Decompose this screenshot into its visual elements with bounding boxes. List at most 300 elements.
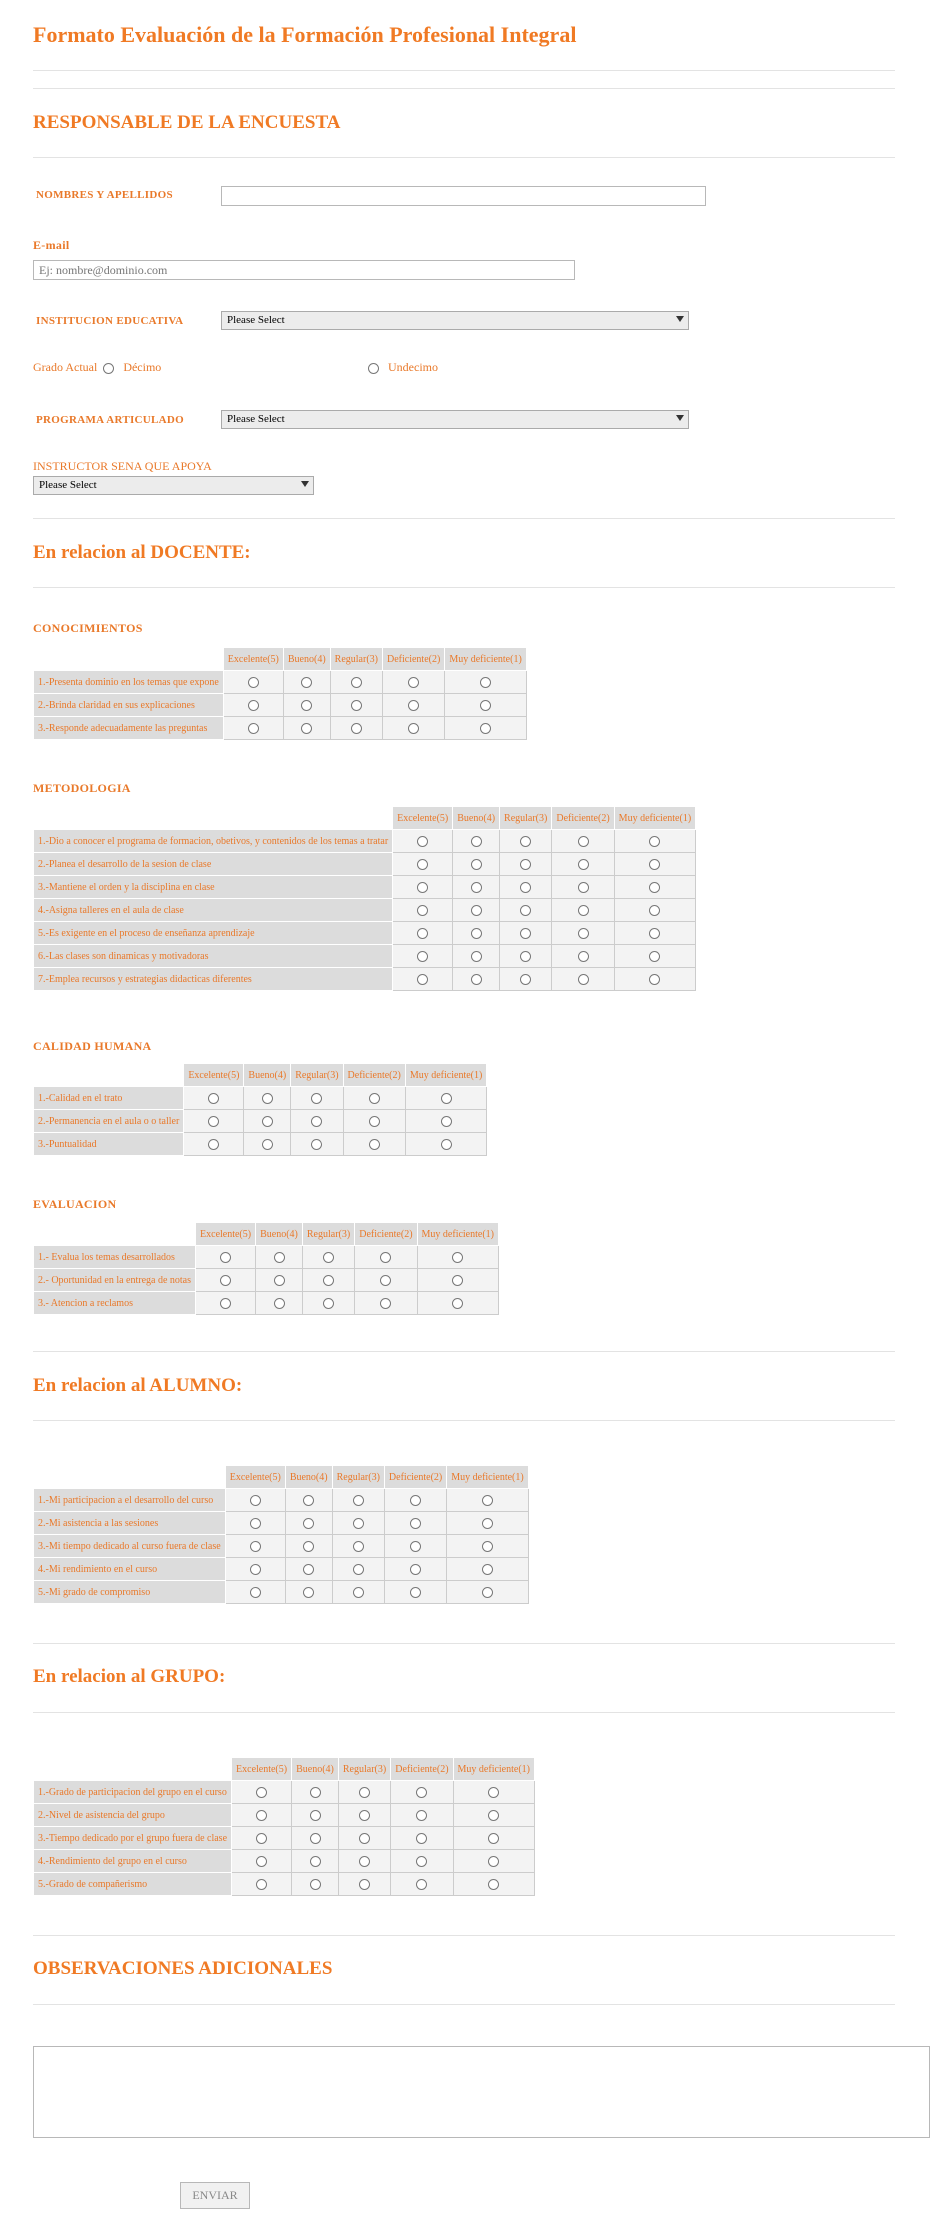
rating-radio[interactable]: [351, 723, 362, 734]
rating-cell: [453, 830, 500, 853]
rating-radio[interactable]: [482, 1518, 493, 1529]
grado-decimo-radio[interactable]: [103, 363, 114, 374]
rating-cell: [232, 1873, 292, 1896]
table-row: [34, 1512, 529, 1535]
column-header: Regular(3): [330, 648, 382, 671]
header-blank: [34, 1223, 196, 1246]
header-blank: [34, 1466, 226, 1489]
rating-cell: [447, 1512, 528, 1535]
divider: [33, 1935, 895, 1936]
rating-radio[interactable]: [262, 1139, 273, 1150]
rating-cell: [500, 945, 552, 968]
rating-radio[interactable]: [250, 1564, 261, 1575]
rating-radio[interactable]: [488, 1787, 499, 1798]
rating-cell: [453, 899, 500, 922]
rating-radio[interactable]: [303, 1541, 314, 1552]
question-label: 4.-Asigna talleres en el aula de clase: [34, 899, 393, 922]
rating-radio[interactable]: [353, 1587, 364, 1598]
question-label: 5.-Mi grado de compromiso: [34, 1581, 226, 1604]
rating-cell: [285, 1581, 332, 1604]
rating-radio[interactable]: [578, 836, 589, 847]
rating-cell: [393, 853, 453, 876]
column-header: Regular(3): [500, 807, 552, 830]
rating-radio[interactable]: [480, 723, 491, 734]
rating-cell: [184, 1110, 244, 1133]
rating-radio[interactable]: [256, 1833, 267, 1844]
rating-radio[interactable]: [482, 1587, 493, 1598]
rating-radio[interactable]: [649, 859, 660, 870]
rating-radio[interactable]: [250, 1541, 261, 1552]
rating-cell: [447, 1489, 528, 1512]
rating-radio[interactable]: [649, 951, 660, 962]
header-blank: [34, 648, 224, 671]
rating-radio[interactable]: [520, 905, 531, 916]
rating-radio[interactable]: [250, 1495, 261, 1506]
rating-cell: [256, 1246, 303, 1269]
conocimientos-title: CONOCIMIENTOS: [33, 621, 143, 635]
rating-radio[interactable]: [471, 974, 482, 985]
column-header: Deficiente(2): [343, 1064, 405, 1087]
rating-radio[interactable]: [351, 677, 362, 688]
rating-radio[interactable]: [353, 1564, 364, 1575]
column-header: Muy deficiente(1): [405, 1064, 486, 1087]
column-header: Excelente(5): [223, 648, 283, 671]
column-header: Regular(3): [291, 1064, 343, 1087]
rating-cell: [196, 1292, 256, 1315]
rating-cell: [232, 1850, 292, 1873]
rating-table: [33, 1222, 499, 1315]
rating-radio[interactable]: [417, 974, 428, 985]
rating-radio[interactable]: [310, 1833, 321, 1844]
rating-radio[interactable]: [416, 1810, 427, 1821]
grado-decimo-label: Décimo: [123, 360, 162, 374]
rating-radio[interactable]: [256, 1810, 267, 1821]
rating-radio[interactable]: [416, 1787, 427, 1798]
rating-cell: [225, 1558, 285, 1581]
rating-cell: [552, 922, 614, 945]
rating-radio[interactable]: [248, 677, 259, 688]
rating-radio[interactable]: [248, 723, 259, 734]
rating-radio[interactable]: [220, 1275, 231, 1286]
email-label: E-mail: [33, 238, 70, 252]
table-row: [34, 694, 527, 717]
rating-radio[interactable]: [208, 1139, 219, 1150]
rating-radio[interactable]: [649, 905, 660, 916]
table-row: [34, 1558, 529, 1581]
rating-cell: [614, 876, 695, 899]
rating-cell: [614, 899, 695, 922]
rating-cell: [453, 968, 500, 991]
rating-radio[interactable]: [380, 1275, 391, 1286]
question-label: 3.-Tiempo dedicado por el grupo fuera de clase: [34, 1827, 232, 1850]
rating-radio[interactable]: [488, 1810, 499, 1821]
rating-cell: [453, 876, 500, 899]
rating-cell: [338, 1804, 390, 1827]
header-blank: [34, 807, 393, 830]
rating-radio[interactable]: [520, 951, 531, 962]
rating-radio[interactable]: [578, 974, 589, 985]
rating-radio[interactable]: [416, 1833, 427, 1844]
rating-radio[interactable]: [482, 1495, 493, 1506]
section-heading-responsable: RESPONSABLE DE LA ENCUESTA: [33, 112, 341, 133]
rating-radio[interactable]: [471, 882, 482, 893]
rating-radio[interactable]: [311, 1139, 322, 1150]
submit-button[interactable]: ENVIAR: [180, 2182, 250, 2209]
rating-radio[interactable]: [408, 700, 419, 711]
rating-radio[interactable]: [482, 1564, 493, 1575]
table-row: [34, 1535, 529, 1558]
table-row: [34, 1269, 499, 1292]
rating-cell: [196, 1269, 256, 1292]
rating-cell: [223, 671, 283, 694]
column-header: Bueno(4): [283, 648, 330, 671]
table-row: [34, 830, 696, 853]
rating-radio[interactable]: [262, 1093, 273, 1104]
instructor-select[interactable]: [33, 476, 314, 495]
question-label: 7.-Emplea recursos y estrategias didacticas diferentes: [34, 968, 393, 991]
column-header: Excelente(5): [184, 1064, 244, 1087]
rating-radio[interactable]: [649, 882, 660, 893]
rating-cell: [500, 899, 552, 922]
rating-radio[interactable]: [220, 1252, 231, 1263]
rating-radio[interactable]: [310, 1856, 321, 1867]
rating-radio[interactable]: [369, 1093, 380, 1104]
column-header: Deficiente(2): [384, 1466, 446, 1489]
rating-cell: [338, 1781, 390, 1804]
rating-cell: [445, 671, 526, 694]
column-header: Muy deficiente(1): [614, 807, 695, 830]
section-heading-alumno: En relacion al ALUMNO:: [33, 1375, 243, 1396]
rating-cell: [291, 1110, 343, 1133]
rating-radio[interactable]: [410, 1564, 421, 1575]
rating-cell: [453, 1781, 534, 1804]
rating-radio[interactable]: [250, 1518, 261, 1529]
rating-cell: [614, 968, 695, 991]
rating-cell: [417, 1246, 498, 1269]
table-row: [34, 1246, 499, 1269]
rating-radio[interactable]: [416, 1879, 427, 1890]
rating-radio[interactable]: [410, 1518, 421, 1529]
rating-cell: [338, 1850, 390, 1873]
rating-radio[interactable]: [520, 859, 531, 870]
rating-cell: [393, 968, 453, 991]
table-row: [34, 1781, 535, 1804]
rating-cell: [393, 945, 453, 968]
rating-radio[interactable]: [323, 1298, 334, 1309]
rating-radio[interactable]: [208, 1093, 219, 1104]
rating-cell: [256, 1269, 303, 1292]
observaciones-textarea[interactable]: [33, 2046, 930, 2138]
rating-radio[interactable]: [256, 1879, 267, 1890]
rating-cell: [384, 1512, 446, 1535]
rating-radio[interactable]: [471, 859, 482, 870]
rating-radio[interactable]: [301, 723, 312, 734]
column-header: Bueno(4): [256, 1223, 303, 1246]
rating-radio[interactable]: [578, 905, 589, 916]
rating-cell: [292, 1850, 339, 1873]
rating-radio[interactable]: [274, 1275, 285, 1286]
rating-radio[interactable]: [417, 836, 428, 847]
rating-cell: [285, 1489, 332, 1512]
rating-radio[interactable]: [262, 1116, 273, 1127]
column-header: Deficiente(2): [355, 1223, 417, 1246]
rating-cell: [447, 1558, 528, 1581]
institucion-select[interactable]: [221, 311, 689, 330]
rating-radio[interactable]: [520, 836, 531, 847]
rating-radio[interactable]: [310, 1810, 321, 1821]
rating-radio[interactable]: [359, 1810, 370, 1821]
rating-cell: [417, 1292, 498, 1315]
instructor-label: INSTRUCTOR SENA QUE APOYA: [33, 459, 212, 473]
rating-radio[interactable]: [310, 1787, 321, 1798]
rating-cell: [302, 1269, 354, 1292]
rating-cell: [391, 1873, 453, 1896]
nombres-input[interactable]: [221, 186, 706, 206]
column-header: Bueno(4): [292, 1758, 339, 1781]
rating-radio[interactable]: [323, 1252, 334, 1263]
rating-radio[interactable]: [220, 1298, 231, 1309]
grado-label: Grado Actual: [33, 360, 98, 374]
table-row: [34, 1827, 535, 1850]
rating-cell: [232, 1804, 292, 1827]
table-row: [34, 1489, 529, 1512]
rating-radio[interactable]: [417, 905, 428, 916]
rating-cell: [291, 1087, 343, 1110]
rating-radio[interactable]: [578, 928, 589, 939]
rating-cell: [614, 945, 695, 968]
question-label: 1.- Evalua los temas desarrollados: [34, 1246, 196, 1269]
rating-radio[interactable]: [353, 1541, 364, 1552]
rating-cell: [330, 694, 382, 717]
rating-radio[interactable]: [274, 1252, 285, 1263]
rating-radio[interactable]: [256, 1787, 267, 1798]
rating-radio[interactable]: [482, 1541, 493, 1552]
rating-cell: [393, 899, 453, 922]
instructor-select-value: Please Select: [39, 479, 97, 491]
column-header: Regular(3): [338, 1758, 390, 1781]
rating-cell: [355, 1246, 417, 1269]
table-row: [34, 1292, 499, 1315]
rating-cell: [223, 717, 283, 740]
rating-cell: [393, 922, 453, 945]
programa-select-value: Please Select: [227, 413, 285, 425]
section-heading-docente: En relacion al DOCENTE:: [33, 542, 251, 563]
rating-radio[interactable]: [250, 1587, 261, 1598]
question-label: 2.-Brinda claridad en sus explicaciones: [34, 694, 224, 717]
divider: [33, 70, 895, 71]
rating-radio[interactable]: [323, 1275, 334, 1286]
column-header: Regular(3): [302, 1223, 354, 1246]
question-label: 4.-Mi rendimiento en el curso: [34, 1558, 226, 1581]
rating-radio[interactable]: [274, 1298, 285, 1309]
rating-cell: [291, 1133, 343, 1156]
rating-radio[interactable]: [578, 882, 589, 893]
rating-radio[interactable]: [578, 951, 589, 962]
rating-cell: [244, 1133, 291, 1156]
rating-cell: [283, 671, 330, 694]
rating-radio[interactable]: [301, 700, 312, 711]
rating-cell: [338, 1873, 390, 1896]
rating-radio[interactable]: [303, 1518, 314, 1529]
metodologia-title: METODOLOGIA: [33, 781, 131, 795]
rating-radio[interactable]: [410, 1541, 421, 1552]
table-row: [34, 1804, 535, 1827]
rating-radio[interactable]: [520, 974, 531, 985]
column-header: Bueno(4): [453, 807, 500, 830]
rating-table: [33, 806, 696, 991]
email-input[interactable]: Ej: nombre@dominio.com: [33, 260, 575, 280]
rating-cell: [453, 1804, 534, 1827]
rating-cell: [384, 1558, 446, 1581]
rating-radio[interactable]: [488, 1879, 499, 1890]
rating-radio[interactable]: [649, 836, 660, 847]
question-label: 2.-Permanencia en el aula o o taller: [34, 1110, 184, 1133]
rating-cell: [225, 1535, 285, 1558]
table-header-row: [34, 1466, 529, 1489]
rating-radio[interactable]: [441, 1116, 452, 1127]
rating-radio[interactable]: [441, 1139, 452, 1150]
rating-radio[interactable]: [410, 1495, 421, 1506]
question-label: 2.-Mi asistencia a las sesiones: [34, 1512, 226, 1535]
rating-cell: [453, 853, 500, 876]
rating-cell: [332, 1489, 384, 1512]
rating-radio[interactable]: [208, 1116, 219, 1127]
rating-radio[interactable]: [256, 1856, 267, 1867]
question-label: 1.-Presenta dominio en los temas que expone: [34, 671, 224, 694]
rating-radio[interactable]: [417, 882, 428, 893]
rating-cell: [391, 1804, 453, 1827]
rating-cell: [285, 1535, 332, 1558]
table-header-row: [34, 648, 527, 671]
rating-radio[interactable]: [369, 1116, 380, 1127]
rating-radio[interactable]: [480, 677, 491, 688]
question-label: 4.-Rendimiento del grupo en el curso: [34, 1850, 232, 1873]
rating-cell: [232, 1827, 292, 1850]
rating-radio[interactable]: [310, 1879, 321, 1890]
rating-radio[interactable]: [369, 1139, 380, 1150]
rating-cell: [332, 1558, 384, 1581]
rating-radio[interactable]: [520, 882, 531, 893]
rating-cell: [453, 1873, 534, 1896]
rating-cell: [500, 876, 552, 899]
rating-radio[interactable]: [488, 1833, 499, 1844]
rating-radio[interactable]: [452, 1298, 463, 1309]
question-label: 3.-Mi tiempo dedicado al curso fuera de clase: [34, 1535, 226, 1558]
rating-cell: [225, 1581, 285, 1604]
column-header: Muy deficiente(1): [447, 1466, 528, 1489]
question-label: 2.-Planea el desarrollo de la sesion de clase: [34, 853, 393, 876]
rating-radio[interactable]: [471, 836, 482, 847]
rating-cell: [391, 1850, 453, 1873]
rating-cell: [453, 1850, 534, 1873]
divider: [33, 518, 895, 519]
section-heading-grupo: En relacion al GRUPO:: [33, 1666, 226, 1687]
rating-cell: [445, 717, 526, 740]
rating-radio[interactable]: [417, 859, 428, 870]
rating-radio[interactable]: [410, 1587, 421, 1598]
rating-radio[interactable]: [578, 859, 589, 870]
rating-radio[interactable]: [488, 1856, 499, 1867]
grado-undecimo-radio[interactable]: [368, 363, 379, 374]
rating-cell: [292, 1873, 339, 1896]
rating-radio[interactable]: [311, 1116, 322, 1127]
rating-cell: [283, 694, 330, 717]
rating-cell: [223, 694, 283, 717]
rating-radio[interactable]: [408, 723, 419, 734]
rating-radio[interactable]: [520, 928, 531, 939]
rating-cell: [500, 968, 552, 991]
rating-radio[interactable]: [416, 1856, 427, 1867]
rating-cell: [184, 1087, 244, 1110]
calidad-title: CALIDAD HUMANA: [33, 1039, 152, 1053]
rating-cell: [552, 830, 614, 853]
rating-radio[interactable]: [471, 951, 482, 962]
rating-radio[interactable]: [359, 1879, 370, 1890]
rating-radio[interactable]: [471, 905, 482, 916]
rating-cell: [330, 717, 382, 740]
question-label: 1.-Mi participacion a el desarrollo del curso: [34, 1489, 226, 1512]
table-row: [34, 968, 696, 991]
question-label: 6.-Las clases son dinamicas y motivadoras: [34, 945, 393, 968]
rating-radio[interactable]: [353, 1518, 364, 1529]
rating-radio[interactable]: [301, 677, 312, 688]
rating-radio[interactable]: [359, 1856, 370, 1867]
rating-radio[interactable]: [351, 700, 362, 711]
rating-cell: [292, 1827, 339, 1850]
rating-cell: [552, 853, 614, 876]
rating-radio[interactable]: [417, 951, 428, 962]
rating-cell: [500, 922, 552, 945]
table-header-row: [34, 1064, 487, 1087]
rating-radio[interactable]: [452, 1275, 463, 1286]
divider: [33, 587, 895, 588]
rating-radio[interactable]: [303, 1495, 314, 1506]
rating-cell: [384, 1535, 446, 1558]
table-row: [34, 1873, 535, 1896]
rating-cell: [384, 1581, 446, 1604]
rating-radio[interactable]: [417, 928, 428, 939]
rating-radio[interactable]: [303, 1564, 314, 1575]
rating-cell: [552, 945, 614, 968]
rating-cell: [302, 1292, 354, 1315]
rating-radio[interactable]: [471, 928, 482, 939]
rating-radio[interactable]: [359, 1833, 370, 1844]
rating-radio[interactable]: [408, 677, 419, 688]
rating-cell: [225, 1489, 285, 1512]
rating-radio[interactable]: [441, 1093, 452, 1104]
rating-cell: [391, 1827, 453, 1850]
table-row: [34, 1087, 487, 1110]
rating-radio[interactable]: [649, 928, 660, 939]
rating-radio[interactable]: [649, 974, 660, 985]
rating-radio[interactable]: [353, 1495, 364, 1506]
rating-radio[interactable]: [480, 700, 491, 711]
table-row: [34, 899, 696, 922]
rating-radio[interactable]: [311, 1093, 322, 1104]
rating-radio[interactable]: [380, 1252, 391, 1263]
header-blank: [34, 1758, 232, 1781]
rating-radio[interactable]: [359, 1787, 370, 1798]
rating-radio[interactable]: [380, 1298, 391, 1309]
programa-select[interactable]: [221, 410, 689, 429]
rating-radio[interactable]: [248, 700, 259, 711]
rating-cell: [338, 1827, 390, 1850]
rating-radio[interactable]: [452, 1252, 463, 1263]
question-label: 3.-Puntualidad: [34, 1133, 184, 1156]
rating-cell: [292, 1804, 339, 1827]
rating-table: [33, 1063, 487, 1156]
rating-radio[interactable]: [303, 1587, 314, 1598]
